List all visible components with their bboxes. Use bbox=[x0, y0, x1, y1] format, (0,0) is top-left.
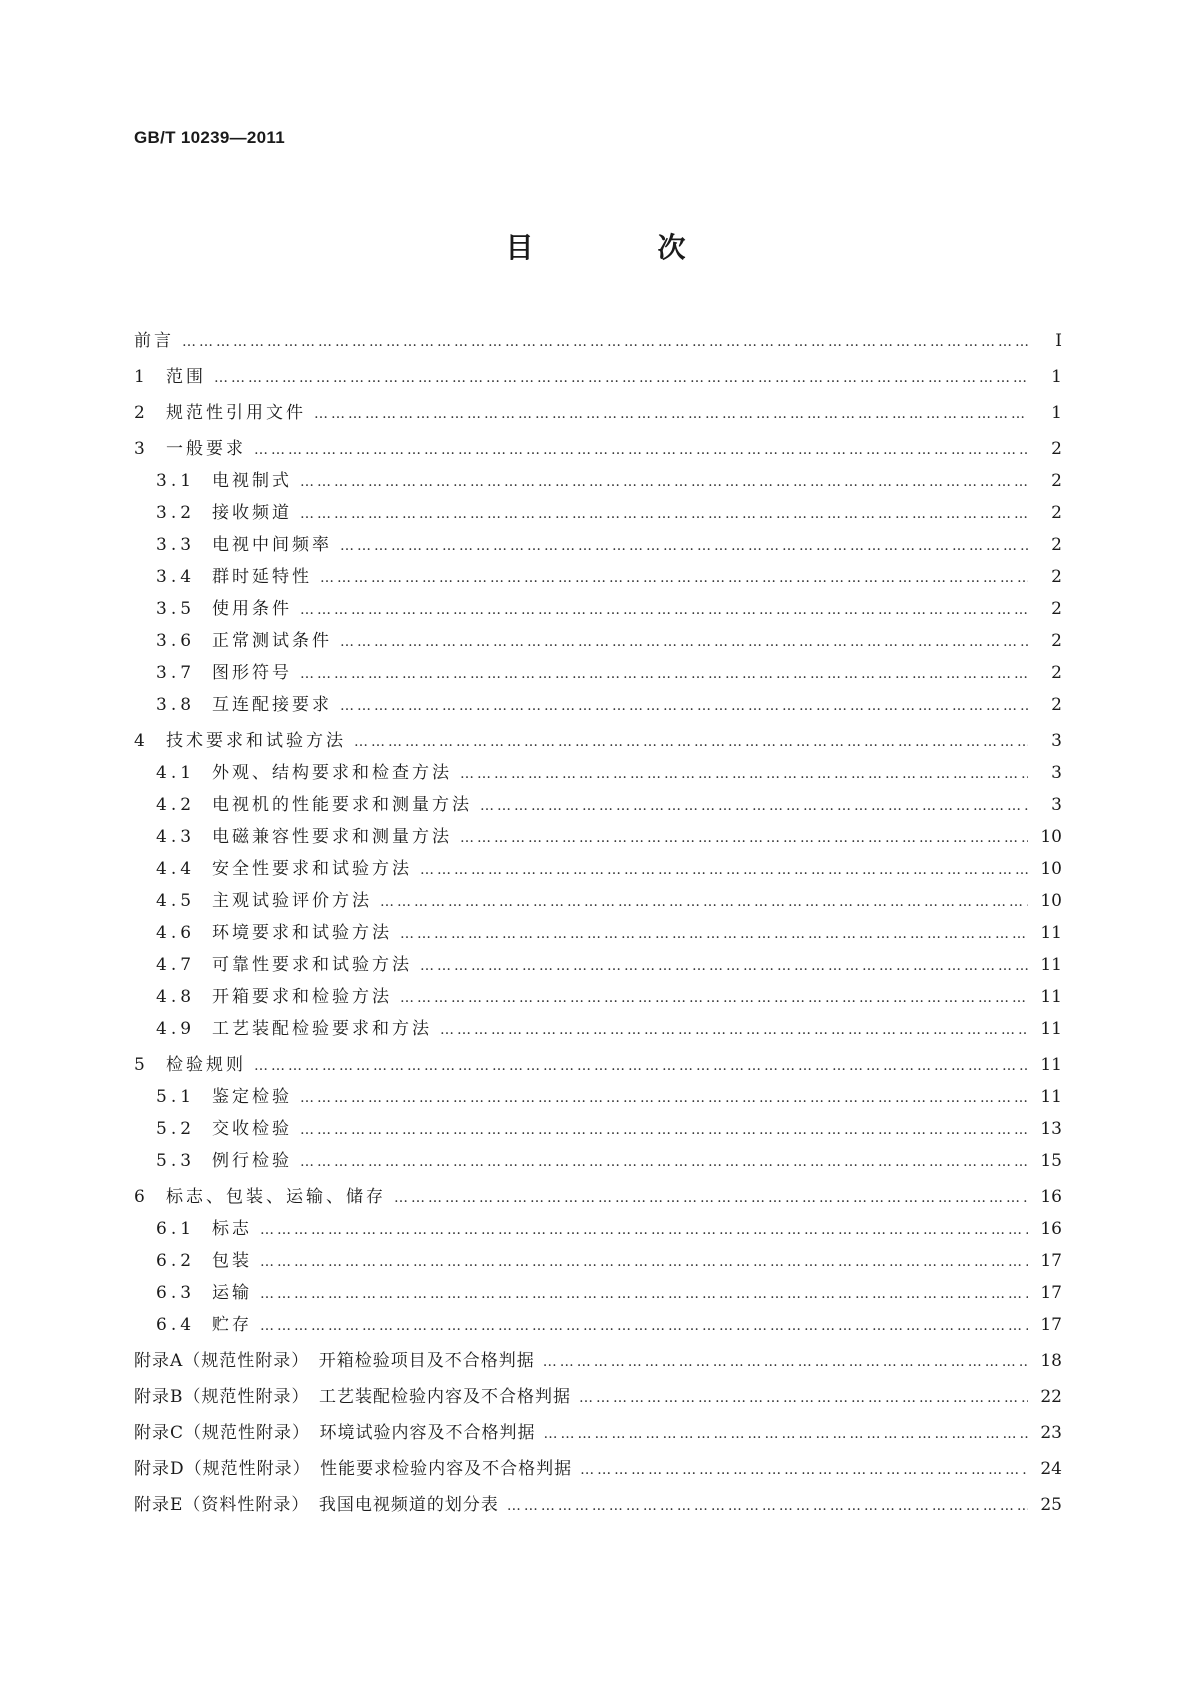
toc-entry-page: 11 bbox=[1040, 1019, 1062, 1039]
toc-leader-dots bbox=[579, 1383, 1028, 1414]
toc-entry-label: 鉴定检验 bbox=[212, 1087, 292, 1107]
toc-entry-page: 17 bbox=[1040, 1283, 1062, 1303]
toc-entry[interactable] bbox=[134, 1490, 1062, 1522]
table-of-contents bbox=[134, 322, 1062, 1522]
toc-leader-dots bbox=[543, 1347, 1028, 1378]
toc-entry-number: 4.6 bbox=[156, 923, 196, 943]
toc-entry-page: 11 bbox=[1040, 1055, 1062, 1075]
toc-entry[interactable] bbox=[134, 918, 1062, 950]
toc-entry-page: 24 bbox=[1040, 1459, 1062, 1479]
toc-leader-dots bbox=[300, 1147, 1028, 1178]
toc-entry-number: 5.1 bbox=[156, 1087, 196, 1107]
toc-entry-number: 5 bbox=[134, 1055, 147, 1075]
toc-entry-number: 6.3 bbox=[156, 1283, 196, 1303]
toc-entry-page: 13 bbox=[1040, 1119, 1062, 1139]
toc-entry[interactable] bbox=[134, 466, 1062, 498]
toc-entry-page: 3 bbox=[1051, 763, 1062, 783]
toc-entry-number: 2 bbox=[134, 403, 147, 423]
toc-leader-dots bbox=[480, 791, 1028, 822]
toc-entry[interactable] bbox=[134, 1346, 1062, 1378]
toc-entry[interactable] bbox=[134, 1418, 1062, 1450]
toc-entry-number: 3.8 bbox=[156, 695, 196, 715]
toc-entry-number: 6.2 bbox=[156, 1251, 196, 1271]
toc-entry[interactable] bbox=[134, 1246, 1062, 1278]
toc-entry-label: 前言 bbox=[134, 331, 174, 351]
toc-entry-page: 16 bbox=[1040, 1219, 1062, 1239]
toc-entry-label: 正常测试条件 bbox=[212, 631, 332, 651]
toc-entry-label: 主观试验评价方法 bbox=[212, 891, 372, 911]
toc-entry-label: 环境要求和试验方法 bbox=[212, 923, 392, 943]
toc-leader-dots bbox=[260, 1279, 1028, 1310]
toc-entry[interactable] bbox=[134, 658, 1062, 690]
toc-leader-dots bbox=[340, 531, 1028, 562]
toc-entry-number: 5.3 bbox=[156, 1151, 196, 1171]
toc-entry-page: 10 bbox=[1040, 891, 1062, 911]
toc-entry-label: 可靠性要求和试验方法 bbox=[212, 955, 412, 975]
toc-entry[interactable] bbox=[134, 982, 1062, 1014]
toc-entry[interactable] bbox=[134, 1014, 1062, 1046]
toc-title: 目 次 bbox=[505, 231, 734, 264]
toc-entry-page: 1 bbox=[1051, 403, 1062, 423]
toc-leader-dots bbox=[354, 727, 1028, 758]
toc-entry[interactable] bbox=[134, 1114, 1062, 1146]
toc-entry-page: 3 bbox=[1051, 795, 1062, 815]
toc-entry-number: 3.6 bbox=[156, 631, 196, 651]
toc-entry-label: 技术要求和试验方法 bbox=[166, 731, 346, 751]
toc-entry-number: 4 bbox=[134, 731, 147, 751]
toc-entry-number: 4.4 bbox=[156, 859, 196, 879]
toc-entry-page: 2 bbox=[1051, 567, 1062, 587]
toc-entry-label: 标志、包装、运输、储存 bbox=[166, 1187, 386, 1207]
toc-entry-number: 3.3 bbox=[156, 535, 196, 555]
toc-leader-dots bbox=[544, 1419, 1028, 1450]
toc-entry-label: 附录E（资料性附录） 我国电视频道的划分表 bbox=[134, 1495, 499, 1515]
toc-entry-page: 17 bbox=[1040, 1251, 1062, 1271]
toc-entry-page: 17 bbox=[1040, 1315, 1062, 1335]
toc-entry-page: 2 bbox=[1051, 471, 1062, 491]
toc-entry[interactable] bbox=[134, 1082, 1062, 1114]
toc-entry-label: 附录A（规范性附录） 开箱检验项目及不合格判据 bbox=[134, 1351, 535, 1371]
toc-entry-label: 规范性引用文件 bbox=[166, 403, 306, 423]
toc-leader-dots bbox=[182, 327, 1028, 358]
toc-entry-label: 贮存 bbox=[212, 1315, 252, 1335]
toc-entry-label: 群时延特性 bbox=[212, 567, 312, 587]
toc-entry-label: 互连配接要求 bbox=[212, 695, 332, 715]
toc-entry[interactable] bbox=[134, 1182, 1062, 1214]
toc-entry[interactable] bbox=[134, 1310, 1062, 1342]
toc-entry-page: 16 bbox=[1040, 1187, 1062, 1207]
toc-entry-number: 3.2 bbox=[156, 503, 196, 523]
toc-entry-number: 4.1 bbox=[156, 763, 196, 783]
toc-entry[interactable] bbox=[134, 1050, 1062, 1082]
toc-leader-dots bbox=[400, 919, 1028, 950]
toc-entry-label: 接收频道 bbox=[212, 503, 292, 523]
toc-leader-dots bbox=[340, 627, 1028, 658]
toc-entry-label: 标志 bbox=[212, 1219, 252, 1239]
toc-entry-number: 3 bbox=[134, 439, 147, 459]
toc-entry-number: 4.5 bbox=[156, 891, 196, 911]
toc-entry-label: 范围 bbox=[166, 367, 206, 387]
toc-entry[interactable] bbox=[134, 626, 1062, 658]
toc-entry-label: 图形符号 bbox=[212, 663, 292, 683]
toc-leader-dots bbox=[460, 823, 1028, 854]
toc-entry[interactable] bbox=[134, 726, 1062, 758]
toc-leader-dots bbox=[460, 759, 1028, 790]
toc-entry-label: 工艺装配检验要求和方法 bbox=[212, 1019, 432, 1039]
toc-entry-page: 22 bbox=[1040, 1387, 1062, 1407]
toc-leader-dots bbox=[254, 1051, 1028, 1082]
toc-leader-dots bbox=[300, 659, 1028, 690]
toc-entry-label: 使用条件 bbox=[212, 599, 292, 619]
toc-leader-dots bbox=[300, 1115, 1028, 1146]
toc-entry-page: 10 bbox=[1040, 827, 1062, 847]
toc-leader-dots bbox=[300, 499, 1028, 530]
toc-entry-label: 电视中间频率 bbox=[212, 535, 332, 555]
toc-entry-number: 6.4 bbox=[156, 1315, 196, 1335]
toc-entry-page: 1 bbox=[1051, 367, 1062, 387]
toc-entry-number: 4.2 bbox=[156, 795, 196, 815]
toc-entry[interactable] bbox=[134, 950, 1062, 982]
toc-entry-number: 3.4 bbox=[156, 567, 196, 587]
toc-entry-number: 4.7 bbox=[156, 955, 196, 975]
toc-entry[interactable] bbox=[134, 398, 1062, 430]
toc-entry-page: 2 bbox=[1051, 439, 1062, 459]
toc-leader-dots bbox=[260, 1247, 1028, 1278]
toc-entry-label: 电视机的性能要求和测量方法 bbox=[212, 795, 472, 815]
toc-entry-label: 一般要求 bbox=[166, 439, 246, 459]
toc-entry-label: 附录B（规范性附录） 工艺装配检验内容及不合格判据 bbox=[134, 1387, 571, 1407]
toc-entry-number: 3.7 bbox=[156, 663, 196, 683]
toc-entry[interactable] bbox=[134, 1146, 1062, 1178]
toc-entry[interactable] bbox=[134, 434, 1062, 466]
toc-entry-label: 包装 bbox=[212, 1251, 252, 1271]
toc-entry-page: 2 bbox=[1051, 599, 1062, 619]
toc-leader-dots bbox=[300, 1083, 1028, 1114]
toc-entry-label: 交收检验 bbox=[212, 1119, 292, 1139]
toc-entry-page: 2 bbox=[1051, 631, 1062, 651]
toc-entry-number: 6 bbox=[134, 1187, 147, 1207]
toc-entry[interactable] bbox=[134, 854, 1062, 886]
toc-entry-page: 11 bbox=[1040, 955, 1062, 975]
toc-entry-label: 开箱要求和检验方法 bbox=[212, 987, 392, 1007]
toc-entry-number: 4.3 bbox=[156, 827, 196, 847]
toc-entry-number: 3.1 bbox=[156, 471, 196, 491]
toc-leader-dots bbox=[314, 399, 1028, 430]
toc-entry-page: 25 bbox=[1040, 1495, 1062, 1515]
toc-entry-page: 11 bbox=[1040, 923, 1062, 943]
toc-entry[interactable] bbox=[134, 498, 1062, 530]
toc-entry-page: 3 bbox=[1051, 731, 1062, 751]
standard-code: GB/T 10239—2011 bbox=[134, 128, 285, 147]
toc-leader-dots bbox=[340, 691, 1028, 722]
toc-entry-page: 2 bbox=[1051, 663, 1062, 683]
toc-entry-page: 18 bbox=[1040, 1351, 1062, 1371]
toc-entry-label: 外观、结构要求和检查方法 bbox=[212, 763, 452, 783]
toc-leader-dots bbox=[254, 435, 1028, 466]
toc-leader-dots bbox=[300, 467, 1028, 498]
toc-leader-dots bbox=[260, 1311, 1028, 1342]
toc-entry[interactable] bbox=[134, 1454, 1062, 1486]
toc-entry-number: 3.5 bbox=[156, 599, 196, 619]
toc-entry-number: 4.8 bbox=[156, 987, 196, 1007]
toc-entry-page: 23 bbox=[1040, 1423, 1062, 1443]
toc-entry-page: 11 bbox=[1040, 1087, 1062, 1107]
toc-entry-page: 15 bbox=[1040, 1151, 1062, 1171]
toc-entry-page: 10 bbox=[1040, 859, 1062, 879]
toc-entry[interactable] bbox=[134, 1214, 1062, 1246]
toc-entry[interactable] bbox=[134, 562, 1062, 594]
toc-entry-number: 4.9 bbox=[156, 1019, 196, 1039]
toc-entry[interactable] bbox=[134, 530, 1062, 562]
toc-entry[interactable] bbox=[134, 690, 1062, 722]
toc-entry-label: 检验规则 bbox=[166, 1055, 246, 1075]
toc-entry-label: 运输 bbox=[212, 1283, 252, 1303]
toc-leader-dots bbox=[400, 983, 1028, 1014]
toc-entry-label: 安全性要求和试验方法 bbox=[212, 859, 412, 879]
toc-entry-label: 附录C（规范性附录） 环境试验内容及不合格判据 bbox=[134, 1423, 536, 1443]
toc-entry-page: 2 bbox=[1051, 535, 1062, 555]
toc-leader-dots bbox=[580, 1455, 1028, 1486]
toc-leader-dots bbox=[320, 563, 1028, 594]
toc-entry-page: 2 bbox=[1051, 503, 1062, 523]
toc-leader-dots bbox=[420, 855, 1028, 886]
toc-leader-dots bbox=[300, 595, 1028, 626]
toc-entry[interactable] bbox=[134, 1382, 1062, 1414]
toc-entry-label: 电视制式 bbox=[212, 471, 292, 491]
toc-entry-page: 11 bbox=[1040, 987, 1062, 1007]
toc-leader-dots bbox=[420, 951, 1028, 982]
toc-entry-label: 电磁兼容性要求和测量方法 bbox=[212, 827, 452, 847]
toc-entry[interactable] bbox=[134, 790, 1062, 822]
toc-entry-number: 1 bbox=[134, 367, 147, 387]
toc-entry[interactable] bbox=[134, 758, 1062, 790]
toc-entry-page: 2 bbox=[1051, 695, 1062, 715]
toc-entry[interactable] bbox=[134, 326, 1062, 358]
toc-entry-label: 附录D（规范性附录） 性能要求检验内容及不合格判据 bbox=[134, 1459, 573, 1479]
toc-entry[interactable] bbox=[134, 822, 1062, 854]
toc-entry[interactable] bbox=[134, 886, 1062, 918]
toc-leader-dots bbox=[440, 1015, 1028, 1046]
toc-entry-label: 例行检验 bbox=[212, 1151, 292, 1171]
toc-leader-dots bbox=[394, 1183, 1028, 1214]
toc-leader-dots bbox=[214, 363, 1028, 394]
toc-leader-dots bbox=[507, 1491, 1028, 1522]
toc-leader-dots bbox=[380, 887, 1028, 918]
toc-entry-page: Ⅰ bbox=[1055, 331, 1062, 351]
toc-entry-number: 6.1 bbox=[156, 1219, 196, 1239]
toc-entry[interactable] bbox=[134, 362, 1062, 394]
toc-entry[interactable] bbox=[134, 594, 1062, 626]
toc-entry-number: 5.2 bbox=[156, 1119, 196, 1139]
toc-entry[interactable] bbox=[134, 1278, 1062, 1310]
toc-leader-dots bbox=[260, 1215, 1028, 1246]
